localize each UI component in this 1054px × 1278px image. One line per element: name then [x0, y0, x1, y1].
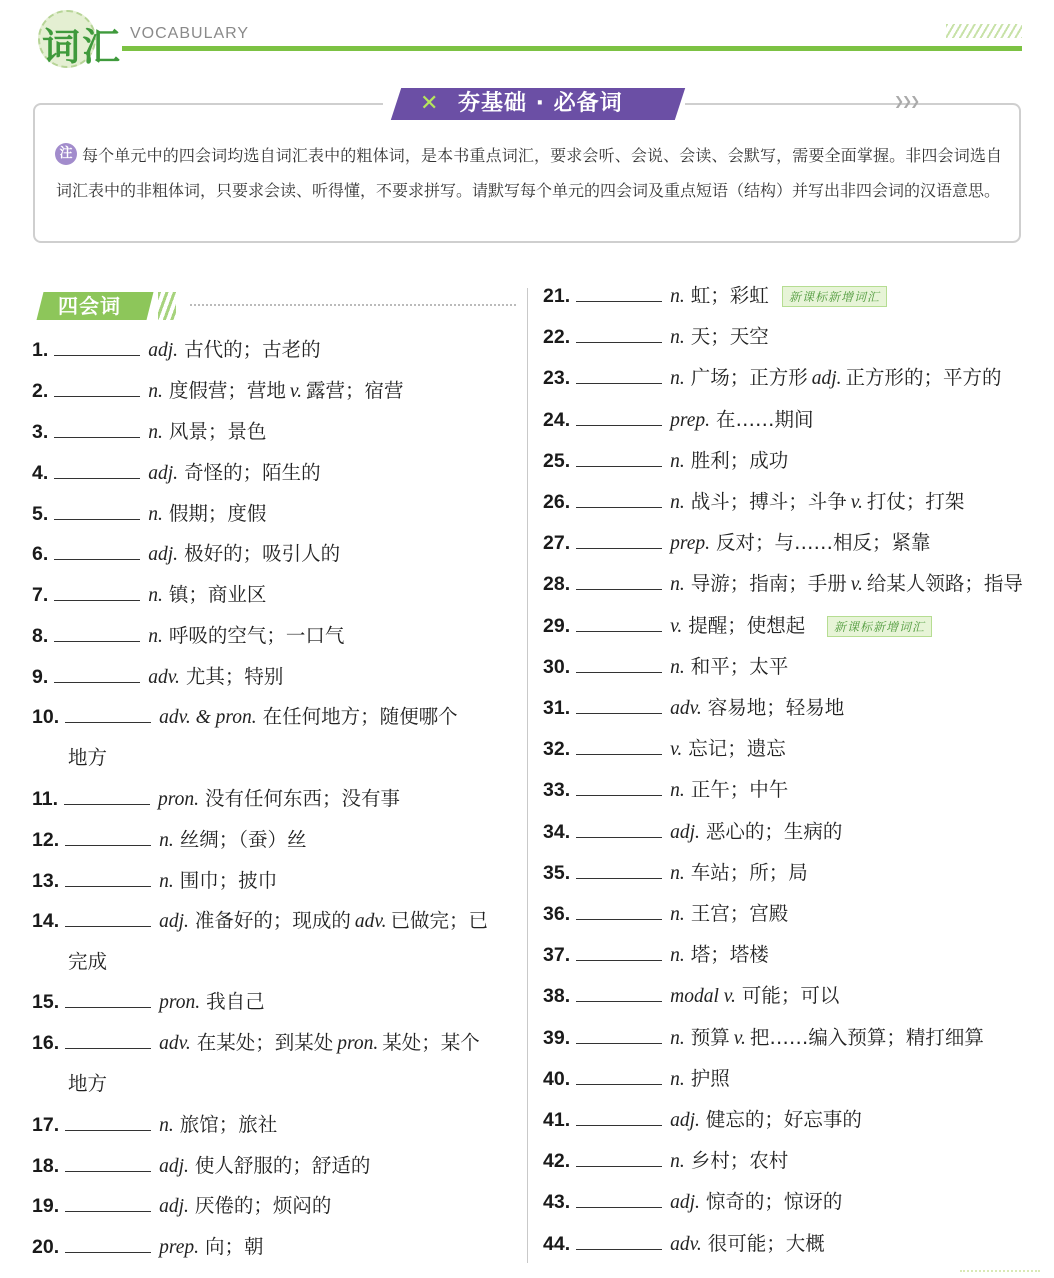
part-of-speech: n.: [670, 574, 685, 596]
entry-number: 22.: [543, 326, 571, 349]
answer-blank[interactable]: [65, 1031, 151, 1049]
part-of-speech-2: pron.: [337, 1033, 379, 1054]
definition: 丝绸；（蚕）丝: [179, 828, 307, 851]
definition-2: 露营；宿营: [306, 379, 404, 402]
vocab-entry: [32, 624, 344, 649]
definition: 胜利；成功: [690, 448, 789, 472]
part-of-speech: n.: [670, 862, 685, 884]
definition-continued: 地方: [68, 1072, 108, 1095]
vocab-entry: [32, 665, 283, 690]
vocab-entry: [543, 572, 1023, 597]
vocab-entry: [543, 943, 769, 968]
entry-number: 17.: [32, 1114, 60, 1136]
entry-number: 26.: [543, 491, 571, 513]
entry-number: 38.: [543, 985, 571, 1008]
definition: 风景；景色: [168, 420, 267, 443]
entry-number: 6.: [32, 543, 49, 565]
definition: 在……期间: [716, 407, 814, 431]
definition: 镇；商业区: [168, 583, 267, 606]
definition: 天；天空: [690, 325, 769, 349]
entry-number: 11.: [32, 788, 59, 810]
vocab-entry: [32, 542, 340, 567]
answer-blank[interactable]: [576, 531, 662, 549]
part-of-speech: n.: [670, 327, 685, 349]
part-of-speech: n.: [670, 368, 685, 390]
part-of-speech: adj.: [670, 1110, 700, 1131]
entry-number: 18.: [32, 1155, 60, 1177]
runner-icon: ✕: [420, 91, 439, 116]
definition: 没有任何东西；没有事: [205, 787, 401, 810]
entry-number: 9.: [32, 666, 49, 688]
part-of-speech-2: v.: [733, 1027, 746, 1049]
page-subtitle: VOCABULARY: [130, 25, 250, 42]
vocab-entry: [543, 531, 931, 556]
vocab-entry: [543, 1149, 788, 1174]
part-of-speech: n.: [148, 504, 163, 525]
answer-blank[interactable]: [65, 909, 151, 927]
column-divider: [527, 288, 528, 1263]
definition: 广场；正方形: [690, 366, 808, 390]
definition: 王宫；宫殿: [690, 902, 789, 925]
entry-number: 16.: [32, 1032, 60, 1054]
answer-blank[interactable]: [65, 1154, 151, 1172]
answer-blank[interactable]: [576, 1232, 662, 1250]
answer-blank[interactable]: [64, 787, 150, 805]
part-of-speech: adv.: [148, 667, 180, 688]
answer-blank[interactable]: [54, 624, 140, 642]
part-of-speech: adj.: [159, 911, 189, 932]
part-of-speech: n.: [148, 422, 163, 443]
part-of-speech: modal v.: [670, 986, 736, 1008]
entry-number: 29.: [543, 614, 571, 637]
vocab-entry: [32, 420, 266, 445]
part-of-speech: n.: [159, 1115, 174, 1136]
definition: 很可能；大概: [707, 1231, 825, 1255]
definition: 准备好的；现成的: [194, 909, 351, 932]
vocab-entry: [543, 737, 786, 762]
corner-dots: [960, 1270, 1040, 1272]
part-of-speech: v.: [670, 615, 683, 637]
part-of-speech: adv.: [670, 1233, 702, 1255]
vocab-entry: [543, 820, 842, 845]
vocab-entry: [543, 366, 1002, 391]
vocab-entry: [32, 1154, 370, 1179]
definition: 健忘的；好忘事的: [705, 1108, 862, 1131]
entry-number: 4.: [32, 462, 49, 484]
vocab-entry: [543, 1108, 862, 1133]
part-of-speech: n.: [670, 904, 685, 925]
entry-number: 19.: [32, 1195, 60, 1217]
definition: 忘记；遗忘: [688, 737, 786, 761]
answer-blank[interactable]: [576, 1149, 662, 1167]
entry-number: 15.: [32, 991, 60, 1013]
definition: 战斗；搏斗；斗争: [690, 490, 847, 513]
part-of-speech: n.: [670, 1027, 685, 1049]
answer-blank[interactable]: [576, 614, 662, 632]
answer-blank[interactable]: [576, 490, 662, 508]
part-of-speech: n.: [670, 450, 685, 472]
answer-blank[interactable]: [576, 449, 662, 467]
entry-number: 42.: [543, 1150, 571, 1173]
entry-number: 7.: [32, 584, 49, 606]
vocab-entry: [543, 655, 788, 680]
answer-blank[interactable]: [576, 366, 662, 384]
vocab-entry: [32, 338, 321, 363]
vocab-entry: [32, 909, 488, 934]
entry-number: 41.: [543, 1109, 571, 1131]
section-label: 四会词: [58, 294, 121, 318]
definition: 我自己: [206, 990, 265, 1013]
definition: 预算: [690, 1025, 730, 1049]
definition: 围巾；披巾: [179, 869, 278, 892]
entry-number: 25.: [543, 449, 571, 472]
definition: 呼吸的空气；一口气: [168, 624, 345, 647]
banner-title: 夯基础 · 必备词: [458, 91, 623, 116]
answer-blank[interactable]: [576, 696, 662, 714]
entry-number: 39.: [543, 1026, 571, 1049]
definition: 和平；太平: [690, 654, 789, 678]
answer-blank[interactable]: [576, 325, 662, 343]
entry-number: 34.: [543, 820, 571, 843]
part-of-speech-2: v.: [850, 574, 863, 596]
part-of-speech-2: adj.: [811, 368, 842, 390]
vocab-entry: [543, 1067, 730, 1092]
section-dotted-rule: [190, 304, 516, 306]
part-of-speech: adj.: [670, 1192, 700, 1214]
definition: 向；朝: [205, 1235, 264, 1258]
answer-blank[interactable]: [576, 943, 662, 961]
vocab-entry: [543, 778, 788, 803]
part-of-speech: n.: [670, 492, 685, 513]
answer-blank[interactable]: [576, 1108, 662, 1126]
definition: 旅馆；旅社: [179, 1113, 278, 1136]
entry-number: 30.: [543, 655, 571, 678]
answer-blank[interactable]: [576, 655, 662, 673]
part-of-speech: n.: [670, 1151, 685, 1173]
note-icon: 注: [55, 143, 77, 165]
answer-blank[interactable]: [576, 984, 662, 1002]
entry-number: 43.: [543, 1191, 571, 1214]
answer-blank[interactable]: [54, 583, 140, 601]
part-of-speech: adv. & pron.: [159, 707, 257, 728]
part-of-speech: n.: [159, 871, 174, 892]
entry-number: 21.: [543, 285, 571, 307]
answer-blank[interactable]: [54, 461, 140, 479]
part-of-speech: n.: [159, 830, 174, 851]
definition-2: 把……编入预算；精打细算: [749, 1025, 984, 1049]
part-of-speech-2: adv.: [354, 911, 387, 932]
entry-number: 36.: [543, 903, 571, 925]
definition-2: 已做完；已: [390, 909, 489, 932]
part-of-speech: pron.: [158, 789, 200, 810]
definition: 恶心的；生病的: [705, 819, 843, 843]
section-stripes: [158, 292, 176, 320]
definition-2: 正方形的；平方的: [845, 366, 1002, 390]
part-of-speech: adj.: [148, 463, 179, 484]
entry-number: 23.: [543, 367, 571, 390]
vocab-entry: [543, 1232, 825, 1257]
vocab-entry: [32, 787, 400, 812]
definition: 尤其；特别: [185, 665, 284, 688]
definition: 惊奇的；惊讶的: [705, 1190, 843, 1214]
part-of-speech: adj.: [148, 544, 179, 565]
definition-continued: 地方: [68, 746, 108, 769]
definition: 塔；塔楼: [690, 943, 769, 967]
entry-number: 24.: [543, 408, 571, 431]
part-of-speech-2: v.: [289, 381, 302, 402]
chevrons-icon: ❯❯❯: [894, 94, 919, 108]
entry-number: 32.: [543, 738, 571, 761]
definition: 在某处；到某处: [196, 1031, 334, 1054]
definition: 极好的；吸引人的: [184, 542, 341, 565]
part-of-speech: n.: [670, 1068, 685, 1090]
vocab-entry: [543, 1026, 984, 1051]
vocab-entry: [543, 902, 788, 927]
vocab-entry: [543, 408, 814, 433]
answer-blank[interactable]: [576, 408, 662, 426]
definition: 导游；指南；手册: [690, 572, 847, 596]
definition-continued: 完成: [68, 950, 108, 973]
definition: 在任何地方；随便哪个: [262, 705, 458, 728]
definition: 厌倦的；烦闷的: [194, 1194, 332, 1217]
answer-blank[interactable]: [576, 861, 662, 879]
entry-number: 8.: [32, 625, 49, 647]
answer-blank[interactable]: [576, 902, 662, 920]
answer-blank[interactable]: [576, 1190, 662, 1208]
new-curriculum-badge: 新课标新增词汇: [827, 616, 932, 637]
definition: 容易地；轻易地: [707, 696, 845, 719]
part-of-speech: prep.: [159, 1237, 200, 1258]
vocab-entry: [543, 614, 805, 639]
definition: 使人舒服的；舒适的: [194, 1154, 371, 1177]
answer-blank[interactable]: [54, 502, 140, 520]
part-of-speech: adj.: [159, 1156, 189, 1177]
part-of-speech: n.: [148, 626, 163, 647]
part-of-speech: adv.: [159, 1033, 191, 1054]
entry-number: 20.: [32, 1236, 60, 1258]
part-of-speech: n.: [148, 381, 163, 402]
answer-blank[interactable]: [65, 828, 151, 846]
answer-blank[interactable]: [576, 820, 662, 838]
definition-2: 打仗；打架: [866, 490, 965, 513]
part-of-speech: pron.: [159, 992, 201, 1013]
answer-blank[interactable]: [576, 778, 662, 796]
answer-blank[interactable]: [54, 338, 140, 356]
vocab-entry: [32, 1235, 264, 1260]
answer-blank[interactable]: [65, 990, 151, 1008]
vocab-entry: [32, 379, 404, 404]
header-rule: [122, 46, 1022, 51]
definition: 假期；度假: [168, 502, 267, 525]
entry-number: 44.: [543, 1232, 571, 1255]
vocab-entry: [32, 502, 266, 527]
vocab-entry: [32, 990, 265, 1015]
part-of-speech: n.: [670, 656, 685, 678]
entry-number: 14.: [32, 910, 60, 932]
part-of-speech: prep.: [670, 409, 711, 431]
entry-number: 27.: [543, 532, 571, 555]
answer-blank[interactable]: [65, 1113, 151, 1131]
vocab-entry: [32, 461, 321, 486]
vocab-entry: [543, 490, 964, 515]
answer-blank[interactable]: [576, 1067, 662, 1085]
definition: 奇怪的；陌生的: [184, 461, 321, 484]
entry-number: 12.: [32, 829, 60, 851]
entry-number: 40.: [543, 1067, 571, 1090]
part-of-speech: adv.: [670, 698, 702, 719]
definition: 度假营；营地: [168, 379, 286, 402]
vocab-entry: [32, 1113, 277, 1138]
vocab-entry: [543, 449, 788, 474]
definition: 提醒；使想起: [688, 613, 806, 637]
page-title: 词汇: [42, 25, 123, 69]
vocab-entry: [543, 284, 769, 309]
entry-number: 28.: [543, 573, 571, 596]
answer-blank[interactable]: [54, 665, 140, 683]
definition: 古代的；古老的: [184, 338, 321, 361]
part-of-speech: v.: [670, 739, 683, 761]
vocab-entry: [32, 1194, 331, 1219]
part-of-speech: n.: [148, 585, 163, 606]
answer-blank[interactable]: [576, 572, 662, 590]
vocab-entry: [32, 828, 307, 853]
entry-number: 31.: [543, 697, 571, 719]
definition: 正午；中午: [690, 778, 789, 802]
definition-2: 给某人领路；指导: [866, 572, 1023, 596]
answer-blank[interactable]: [54, 542, 140, 560]
part-of-speech: adj.: [148, 340, 179, 361]
entry-number: 1.: [32, 339, 49, 361]
new-curriculum-badge: 新课标新增词汇: [782, 286, 887, 307]
vocab-entry: [543, 984, 839, 1009]
entry-number: 33.: [543, 779, 571, 802]
vocab-entry: [543, 325, 769, 350]
answer-blank[interactable]: [65, 705, 151, 723]
entry-number: 3.: [32, 421, 49, 443]
answer-blank[interactable]: [65, 1235, 151, 1253]
vocab-entry: [543, 696, 844, 721]
entry-number: 10.: [32, 706, 60, 728]
part-of-speech: adj.: [670, 821, 700, 843]
answer-blank[interactable]: [576, 284, 662, 302]
part-of-speech: n.: [670, 945, 685, 967]
entry-number: 2.: [32, 380, 49, 402]
definition: 护照: [690, 1066, 730, 1090]
vocab-entry: [543, 861, 808, 886]
definition-2: 某处；某个: [382, 1031, 480, 1054]
note-text: 每个单元中的四会词均选自词汇表中的粗体词，是本书重点词汇，要求会听、会说、会读、会默写，需要全面掌握。非四会词选自词汇表中的非粗体词，只要求会读、听得懂，不要求拼写。请默写每个单元的四会词及重点短语（结构）并写出非四会词的汉语意思。: [56, 146, 1002, 200]
part-of-speech-2: v.: [850, 492, 863, 513]
part-of-speech: n.: [670, 286, 685, 307]
entry-number: 13.: [32, 870, 60, 892]
answer-blank[interactable]: [65, 869, 151, 887]
definition: 反对；与……相反；紧靠: [716, 531, 931, 555]
answer-blank[interactable]: [54, 379, 140, 397]
part-of-speech: prep.: [670, 533, 711, 555]
answer-blank[interactable]: [65, 1194, 151, 1212]
definition: 乡村；农村: [690, 1149, 789, 1173]
answer-blank[interactable]: [576, 737, 662, 755]
vocab-entry: [32, 583, 266, 608]
vocab-entry: [32, 869, 277, 894]
answer-blank[interactable]: [54, 420, 140, 438]
definition: 可能；可以: [741, 984, 840, 1008]
definition: 虹；彩虹: [690, 284, 769, 307]
definition: 车站；所；局: [690, 860, 808, 884]
part-of-speech: adj.: [159, 1196, 189, 1217]
entry-number: 37.: [543, 944, 571, 967]
part-of-speech: n.: [670, 780, 685, 802]
header-stripes: [946, 24, 1022, 38]
vocab-entry: [543, 1190, 842, 1215]
answer-blank[interactable]: [576, 1026, 662, 1044]
entry-number: 5.: [32, 503, 49, 525]
vocab-entry: [32, 705, 458, 730]
entry-number: 35.: [543, 861, 571, 884]
vocab-entry: [32, 1031, 480, 1056]
